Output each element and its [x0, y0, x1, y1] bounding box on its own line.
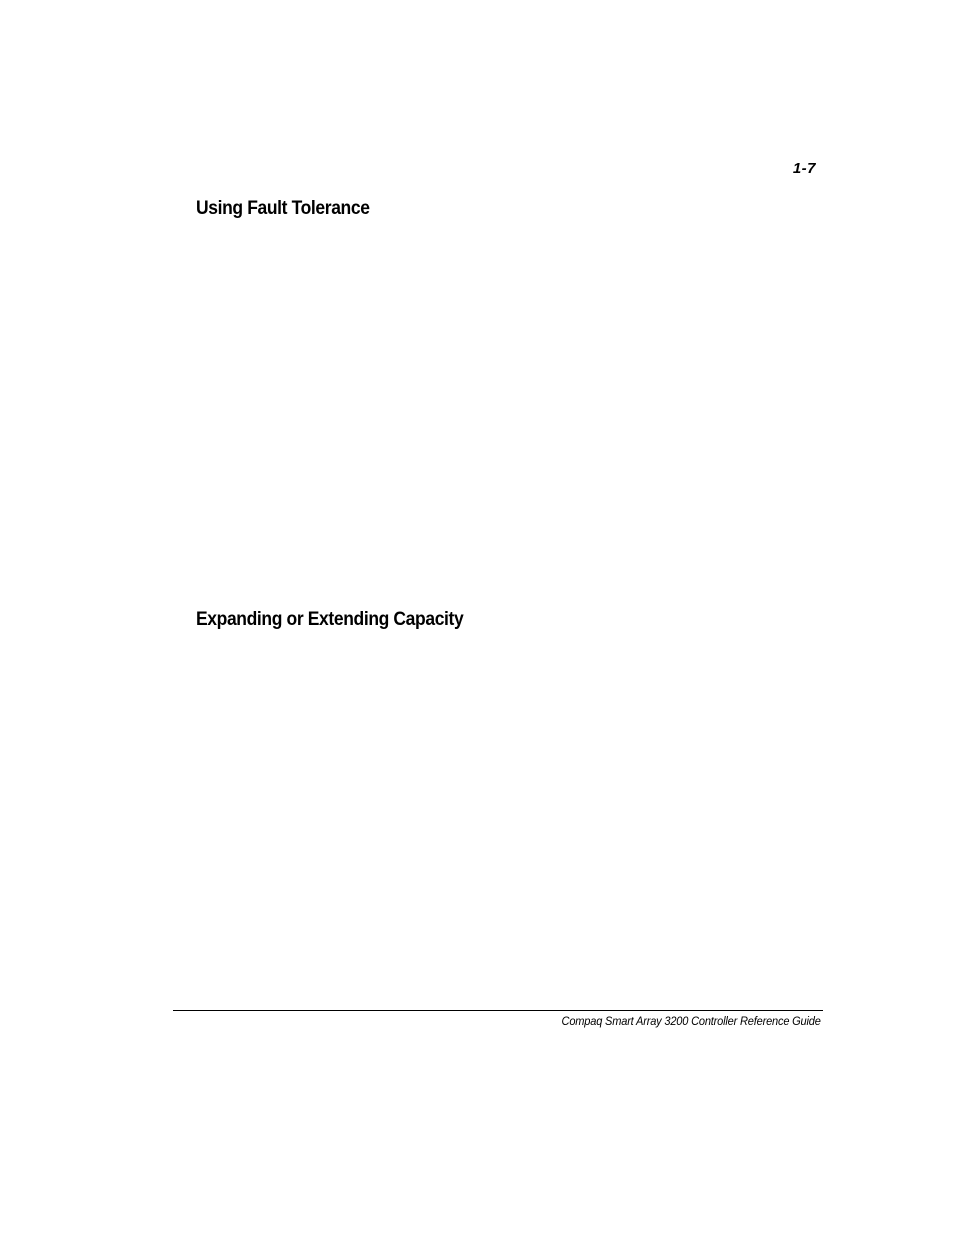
section-heading-fault-tolerance: Using Fault Tolerance [196, 198, 370, 219]
section-heading-capacity: Expanding or Extending Capacity [196, 609, 464, 630]
page-number: 1-7 [792, 160, 816, 177]
footer-guide-title: Compaq Smart Array 3200 Controller Reference Guide [561, 1014, 821, 1028]
footer-divider [173, 1010, 823, 1011]
